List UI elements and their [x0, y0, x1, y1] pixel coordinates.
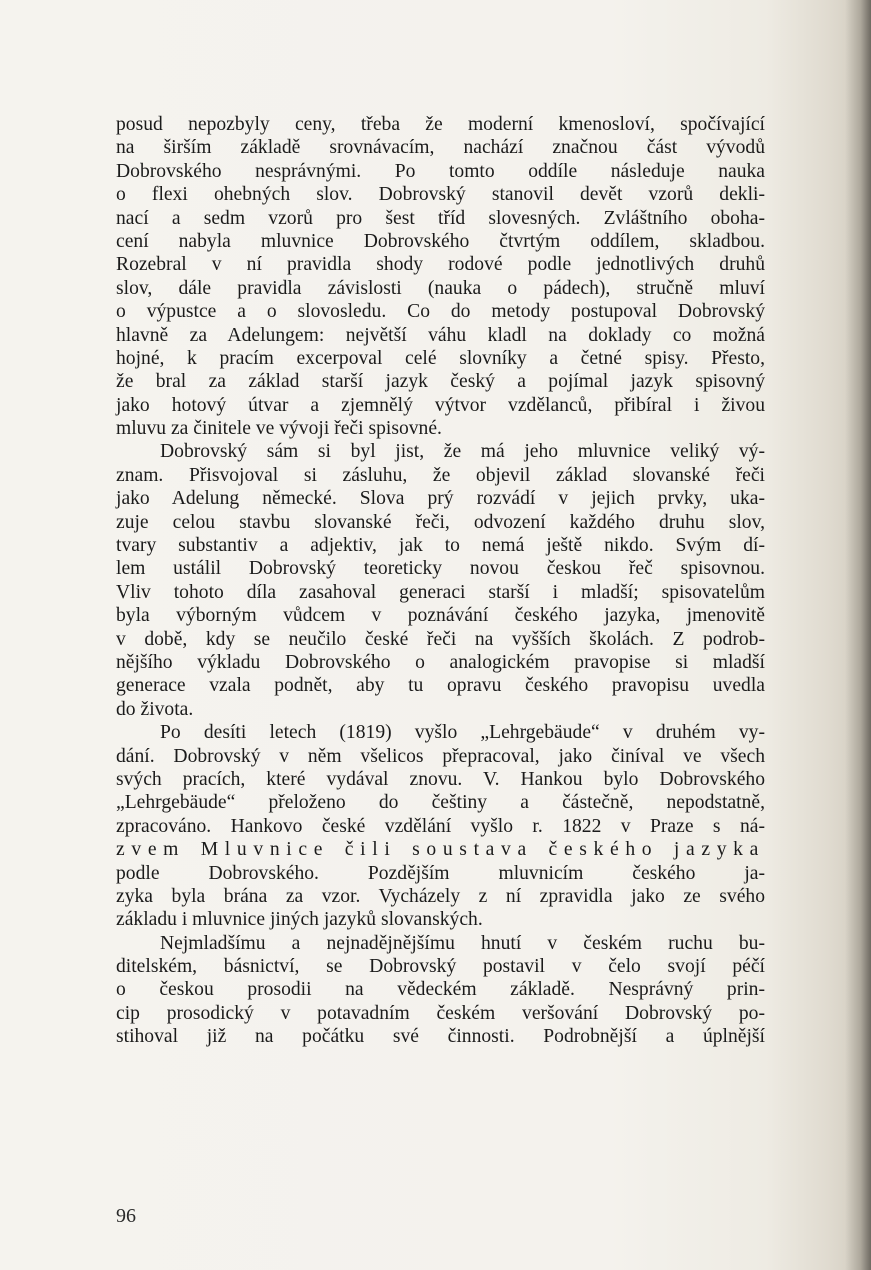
- text-line: slov, dále pravidla závislosti (nauka o pádech), stručně mluví: [116, 277, 765, 299]
- body-text: [116, 113, 765, 1049]
- spaced-title-line: podle Dobrovského. Pozdějším mluvnicím českého ja-: [116, 862, 765, 884]
- page-number: 96: [116, 1205, 136, 1227]
- paragraph-start-line: Po desíti letech (1819) vyšlo „Lehrgebäude“ v druhém vy-: [160, 722, 765, 744]
- text-line: tvary substantiv a adjektiv, jak to nemá ještě nikdo. Svým dí-: [116, 535, 765, 557]
- text-line: do života.: [116, 698, 194, 720]
- text-line: že bral za základ starší jazyk český a pojímal jazyk spisovný: [116, 371, 765, 393]
- text-line: hlavně za Adelungem: největší váhu kladl na doklady co možná: [116, 324, 765, 346]
- text-line: zyka byla brána za vzor. Vycházely z ní zpravidla jako ze svého: [116, 885, 765, 907]
- paragraph-start-line: Dobrovský sám si byl jist, že má jeho mluvnice veliký vý-: [160, 441, 765, 463]
- text-line: dání. Dobrovský v něm všelicos přepracoval, jako činíval ve všech: [116, 745, 765, 767]
- spaced-title-line: zvem Mluvnice čili soustava českého jazyka: [116, 839, 765, 861]
- text-line: o výpustce a o slovosledu. Co do metody postupoval Dobrovský: [116, 301, 765, 323]
- text-line: nací a sedm vzorů pro šest tříd slovesných. Zvláštního oboha-: [116, 207, 765, 229]
- text-line: o českou prosodii na vědeckém základě. Nesprávný prin-: [116, 979, 765, 1001]
- text-line: na širším základě srovnávacím, nachází značnou část vývodů: [116, 137, 765, 159]
- text-line: „Lehrgebäude“ přeloženo do češtiny a částečně, nepodstatně,: [116, 792, 765, 814]
- text-line: základu i mluvnice jiných jazyků slovanských.: [116, 909, 483, 931]
- text-line: zuje celou stavbu slovanské řeči, odvození každého druhu slov,: [116, 511, 765, 533]
- text-line: znam. Přisvojoval si zásluhu, že objevil základ slovanské řeči: [116, 464, 765, 486]
- text-line: stihoval již na počátku své činnosti. Podrobnější a úplnější: [116, 1026, 765, 1048]
- text-line: posud nepozbyly ceny, třeba že moderní kmenosloví, spočívající: [116, 114, 765, 135]
- text-line: v době, kdy se neučilo české řeči na vyšších školách. Z podrob-: [116, 628, 765, 650]
- text-line: cip prosodický v potavadním českém veršování Dobrovský po-: [116, 1002, 765, 1024]
- text-line: cení nabyla mluvnice Dobrovského čtvrtým oddílem, skladbou.: [116, 230, 765, 252]
- text-line: Vliv tohoto díla zasahoval generaci starší i mladší; spisovatelům: [116, 581, 765, 603]
- text-line: zpracováno. Hankovo české vzdělání vyšlo r. 1822 v Praze s ná-: [116, 815, 765, 837]
- text-line: byla výborným vůdcem v poznávání českého jazyka, jmenovitě: [116, 605, 765, 627]
- text-line: jako Adelung německé. Slova prý rozvádí v jejich prvky, uka-: [116, 488, 765, 510]
- text-line: nějšího výkladu Dobrovského o analogickém pravopise si mladší: [116, 651, 765, 673]
- text-line: o flexi ohebných slov. Dobrovský stanovil devět vzorů dekli-: [116, 184, 765, 206]
- text-line: svých pracích, které vydával znovu. V. Hankou bylo Dobrovského: [116, 768, 765, 790]
- text-line: Rozebral v ní pravidla shody rodové podle jednotlivých druhů: [116, 254, 765, 276]
- text-line: ditelském, básnictví, se Dobrovský postavil v čelo svojí péčí: [116, 956, 765, 978]
- text-line: generace vzala podnět, aby tu opravu českého pravopisu uvedla: [116, 675, 765, 697]
- text-line: Dobrovského nesprávnými. Po tomto oddíle následuje nauka: [116, 160, 765, 182]
- spine-shadow: [845, 0, 871, 1270]
- text-line: hojné, k pracím excerpoval celé slovníky a četné spisy. Přesto,: [116, 347, 765, 369]
- text-line: lem ustálil Dobrovský teoreticky novou českou řeč spisovnou.: [116, 558, 765, 580]
- paragraph-start-line: Nejmladšímu a nejnadějnějšímu hnutí v českém ruchu bu-: [160, 932, 765, 954]
- text-line: jako hotový útvar a zjemnělý výtvor vzdělanců, přibíral i živou: [116, 394, 765, 416]
- text-line: mluvu za činitele ve vývoji řeči spisovné.: [116, 418, 442, 440]
